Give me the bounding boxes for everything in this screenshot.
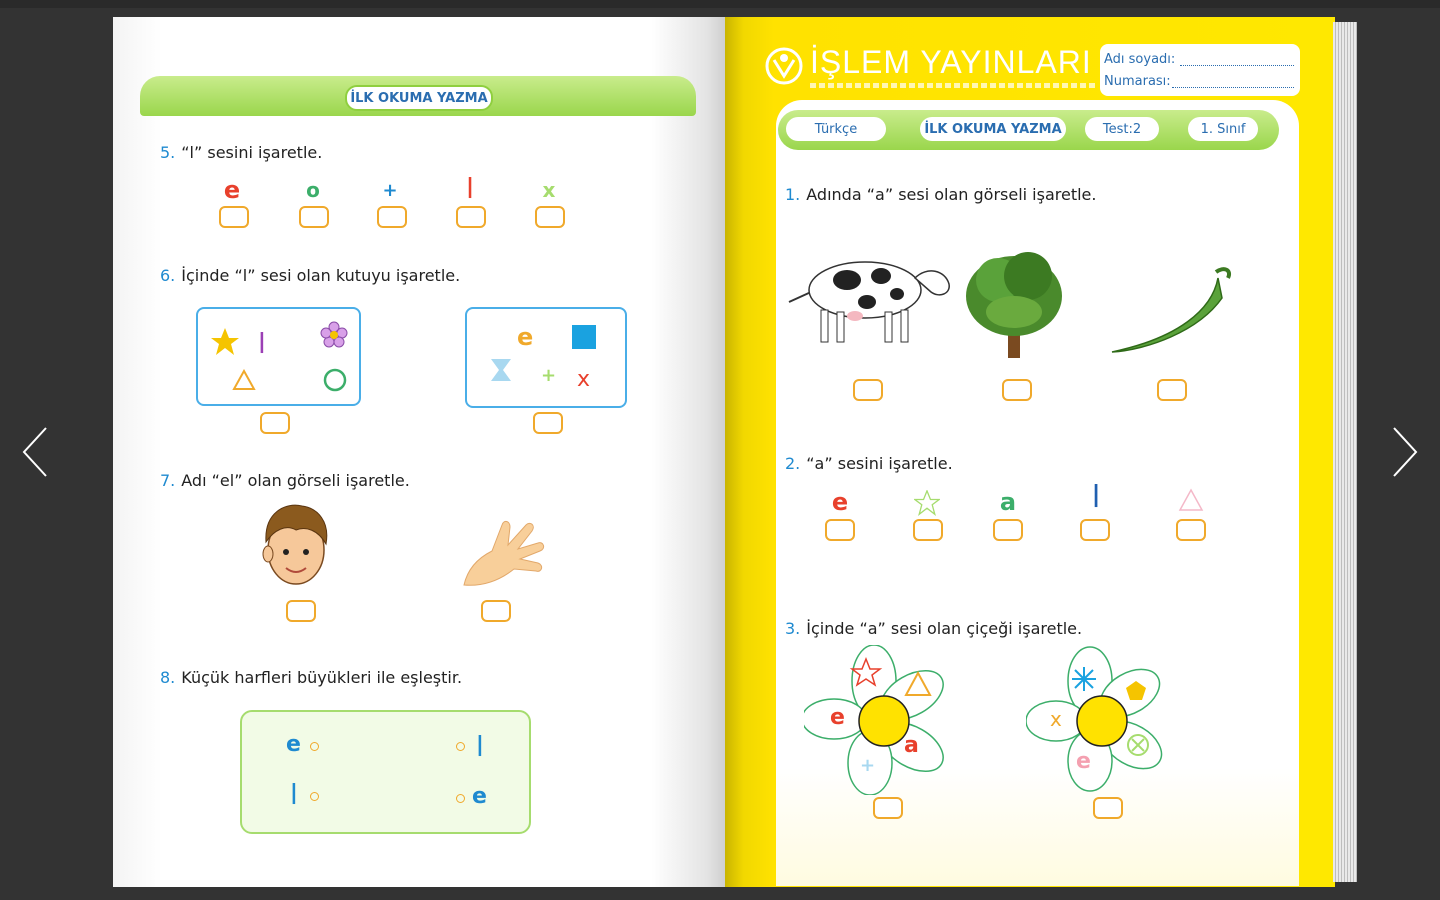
answer-checkbox[interactable] bbox=[219, 206, 249, 228]
answer-checkbox[interactable] bbox=[1002, 379, 1032, 401]
answer-checkbox[interactable] bbox=[299, 206, 329, 228]
box-letter: e bbox=[517, 323, 534, 351]
question-7 bbox=[160, 471, 410, 490]
question-number: 2. bbox=[785, 454, 801, 473]
uppercase-letter: e bbox=[472, 784, 487, 809]
option-letter: a bbox=[999, 488, 1017, 516]
answer-checkbox[interactable] bbox=[1093, 797, 1123, 819]
flower-petals bbox=[1026, 645, 1168, 795]
answer-checkbox[interactable] bbox=[260, 412, 290, 434]
petal-letter: e bbox=[1076, 749, 1091, 774]
question-number: 1. bbox=[785, 185, 801, 204]
question-number: 7. bbox=[160, 471, 176, 490]
triangle-outline-icon bbox=[1178, 488, 1204, 512]
circle-icon bbox=[322, 367, 348, 393]
page-edges bbox=[1333, 22, 1357, 882]
option-letter: l bbox=[1091, 480, 1101, 515]
flower-1 bbox=[804, 645, 946, 795]
number-label: Numarası: bbox=[1104, 74, 1171, 89]
test-chip: Test:2 bbox=[1085, 117, 1159, 141]
publisher-address-line bbox=[810, 83, 1095, 88]
question-text: Küçük harfleri büyükleri ile eşleştir. bbox=[181, 668, 463, 687]
petal-letter: + bbox=[860, 755, 876, 776]
question-8 bbox=[160, 668, 462, 687]
question-2 bbox=[785, 454, 953, 473]
match-dot[interactable] bbox=[456, 742, 465, 751]
answer-checkbox[interactable] bbox=[286, 600, 316, 622]
answer-checkbox[interactable] bbox=[873, 797, 903, 819]
subject-chip: Türkçe bbox=[786, 117, 886, 141]
square-icon bbox=[572, 325, 596, 349]
flower-2 bbox=[1026, 645, 1168, 795]
match-dot[interactable] bbox=[456, 794, 465, 803]
tree-image bbox=[962, 240, 1066, 362]
hand-image bbox=[458, 515, 550, 593]
option-letter: + bbox=[382, 180, 398, 201]
question-5 bbox=[160, 143, 322, 162]
title-chip: İLK OKUMA YAZMA bbox=[920, 117, 1066, 141]
question-text: “a” sesini işaretle. bbox=[806, 454, 953, 473]
prev-page-button[interactable] bbox=[5, 422, 65, 482]
triangle-icon bbox=[232, 369, 256, 391]
star-outline-icon bbox=[914, 490, 940, 516]
answer-checkbox[interactable] bbox=[825, 519, 855, 541]
option-letter: l bbox=[466, 172, 474, 205]
boy-face-image bbox=[256, 500, 336, 590]
choice-box-2 bbox=[465, 307, 627, 408]
box-letter: x bbox=[577, 367, 591, 392]
answer-checkbox[interactable] bbox=[535, 206, 565, 228]
question-number: 6. bbox=[160, 266, 176, 285]
question-1 bbox=[785, 185, 1096, 204]
next-page-button[interactable] bbox=[1375, 422, 1435, 482]
star-icon bbox=[210, 327, 240, 357]
hourglass-icon bbox=[489, 357, 513, 383]
answer-checkbox[interactable] bbox=[1157, 379, 1187, 401]
answer-checkbox[interactable] bbox=[1176, 519, 1206, 541]
answer-checkbox[interactable] bbox=[993, 519, 1023, 541]
answer-checkbox[interactable] bbox=[456, 206, 486, 228]
cow-image bbox=[785, 250, 955, 350]
petal-letter: a bbox=[904, 733, 919, 758]
question-text: Adında “a” sesi olan görseli işaretle. bbox=[806, 185, 1097, 204]
option-letter: e bbox=[223, 176, 241, 204]
match-dot[interactable] bbox=[310, 742, 319, 751]
name-field[interactable] bbox=[1180, 65, 1294, 66]
grade-chip: 1. Sınıf bbox=[1188, 117, 1258, 141]
publisher-logo-icon bbox=[764, 46, 804, 86]
question-text: “l” sesini işaretle. bbox=[181, 143, 323, 162]
answer-checkbox[interactable] bbox=[481, 600, 511, 622]
uppercase-letter: l bbox=[476, 730, 484, 763]
answer-checkbox[interactable] bbox=[377, 206, 407, 228]
left-banner-title: İLK OKUMA YAZMA bbox=[345, 85, 493, 111]
chevron-right-icon bbox=[1388, 424, 1422, 480]
question-6 bbox=[160, 266, 460, 285]
flower-icon bbox=[320, 321, 348, 349]
question-text: Adı “el” olan görseli işaretle. bbox=[181, 471, 410, 490]
answer-checkbox[interactable] bbox=[533, 412, 563, 434]
petal-letter: e bbox=[830, 705, 845, 730]
question-number: 5. bbox=[160, 143, 176, 162]
petal-letter: x bbox=[1050, 707, 1062, 731]
viewer-top-bar bbox=[0, 0, 1440, 8]
question-number: 8. bbox=[160, 668, 176, 687]
option-letter: x bbox=[542, 178, 556, 202]
matching-box bbox=[240, 710, 531, 834]
answer-checkbox[interactable] bbox=[913, 519, 943, 541]
chevron-left-icon bbox=[18, 424, 52, 480]
choice-box-1 bbox=[196, 307, 361, 406]
lowercase-letter: e bbox=[286, 732, 301, 757]
number-field[interactable] bbox=[1172, 87, 1294, 88]
lowercase-letter: l bbox=[290, 778, 298, 811]
student-info-box bbox=[1100, 44, 1300, 96]
match-dot[interactable] bbox=[310, 792, 319, 801]
box-letter: l bbox=[258, 327, 266, 360]
option-letter: o bbox=[306, 178, 320, 202]
question-3 bbox=[785, 619, 1082, 638]
question-text: İçinde “a” sesi olan çiçeği işaretle. bbox=[806, 619, 1083, 638]
answer-checkbox[interactable] bbox=[853, 379, 883, 401]
option-letter: e bbox=[831, 488, 849, 516]
question-text: İçinde “l” sesi olan kutuyu işaretle. bbox=[181, 266, 461, 285]
answer-checkbox[interactable] bbox=[1080, 519, 1110, 541]
box-letter: + bbox=[541, 365, 557, 386]
publisher-name: İŞLEM YAYINLARI bbox=[810, 44, 1092, 80]
question-number: 3. bbox=[785, 619, 801, 638]
pepper-image bbox=[1106, 262, 1236, 360]
name-label: Adı soyadı: bbox=[1104, 52, 1176, 67]
